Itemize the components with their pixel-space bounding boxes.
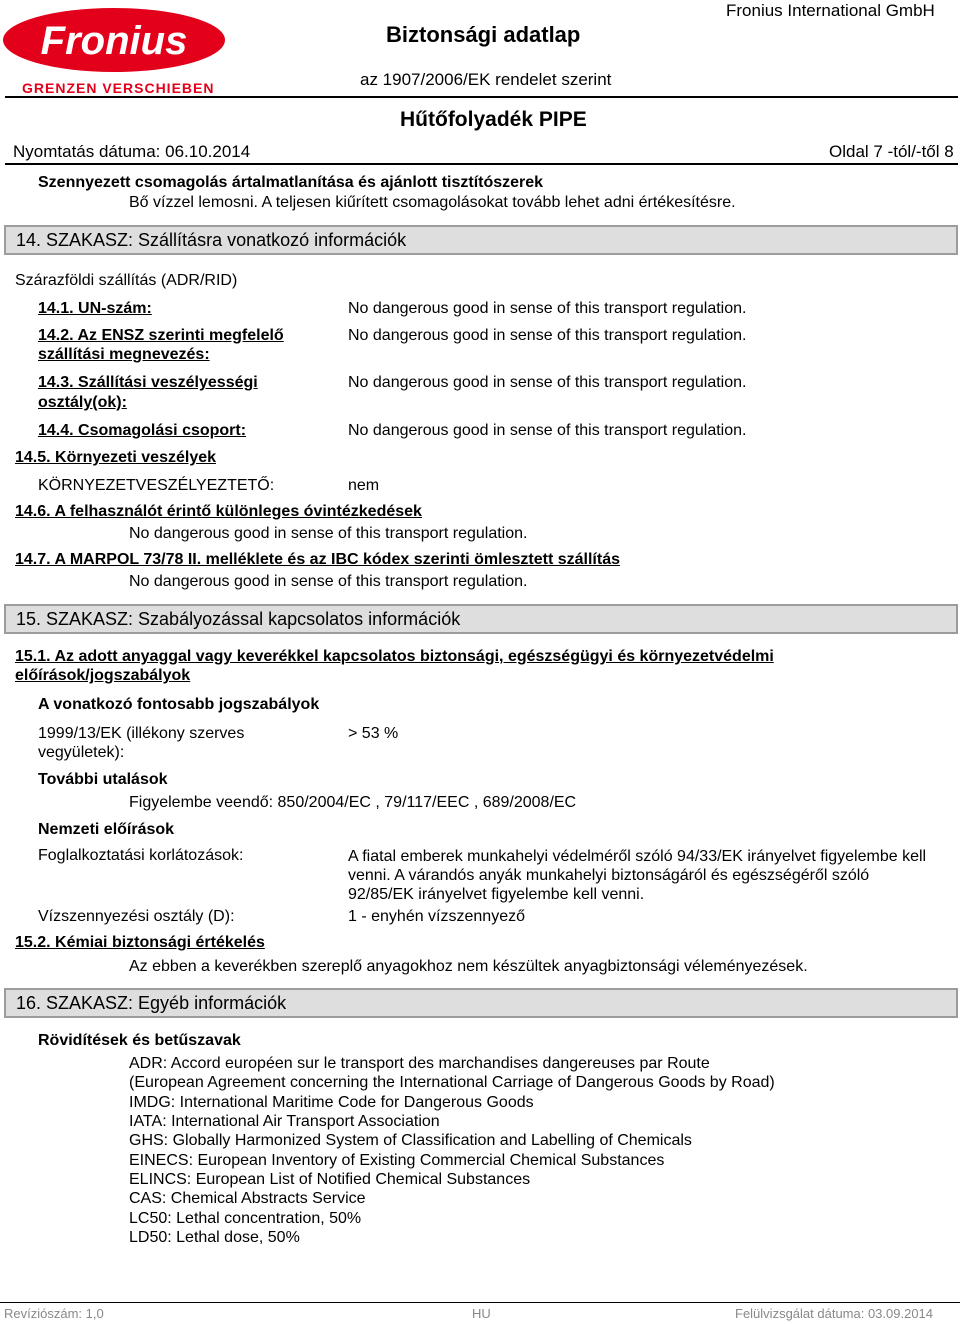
print-date: Nyomtatás dátuma: 06.10.2014: [13, 142, 251, 161]
abbreviation-item: CAS: Chemical Abstracts Service: [129, 1190, 366, 1207]
section-15-header: [4, 604, 958, 634]
document-title: Biztonsági adatlap: [386, 22, 581, 47]
env-hazard-value: nem: [348, 477, 380, 494]
env-hazard-label: KÖRNYEZETVESZÉLYEZTETŐ:: [38, 477, 275, 494]
company-name: Fronius International GmbH: [726, 1, 935, 20]
marpol-text: No dangerous good in sense of this transport regulation.: [129, 573, 528, 590]
regulation-subtitle: az 1907/2006/EK rendelet szerint: [360, 70, 612, 89]
relevant-regulations-heading: A vonatkozó fontosabb jogszabályok: [38, 696, 320, 713]
footer-divider: [0, 1302, 960, 1303]
abbreviation-item: ELINCS: European List of Notified Chemical Substances: [129, 1171, 531, 1188]
shipping-name-label-2: szállítási megnevezés:: [38, 346, 210, 363]
employment-restrictions-value: A fiatal emberek munkahelyi védelméről szóló 94/33/EK irányelvet figyelembe kell venni. A várandós anyák munkahelyi biztonságáról és egészségéről szóló 92/85/EK irányelvet figyelembe kell venni.: [348, 848, 927, 903]
section-16-title: 16. SZAKASZ: Egyéb információk: [16, 993, 287, 1013]
special-precautions-text: No dangerous good in sense of this transport regulation.: [129, 525, 528, 542]
fronius-logo: [2, 4, 227, 96]
hazard-class-label-1: 14.3. Szállítási veszélyességi: [38, 374, 258, 391]
abbreviation-item: GHS: Globally Harmonized System of Classification and Labelling of Chemicals: [129, 1132, 692, 1149]
section-14-title: 14. SZAKASZ: Szállításra vonatkozó információk: [16, 230, 407, 250]
packaging-text: Bő vízzel lemosni. A teljesen kiűrített csomagolásokat tovább lehet adni értékesítésre.: [129, 194, 736, 211]
land-transport-heading: Szárazföldi szállítás (ADR/RID): [15, 272, 238, 289]
special-precautions-heading: 14.6. A felhasználót érintő különleges óvintézkedések: [15, 503, 422, 520]
water-hazard-value: 1 - enyhén vízszennyező: [348, 908, 525, 925]
water-hazard-label: Vízszennyezési osztály (D):: [38, 908, 235, 925]
un-number-label: 14.1. UN-szám:: [38, 300, 152, 317]
abbreviation-item: LD50: Lethal dose, 50%: [129, 1229, 300, 1246]
review-date: Felülvizsgálat dátuma: 03.09.2014: [735, 1306, 934, 1321]
further-info-heading: További utalások: [38, 771, 168, 788]
shipping-name-value: No dangerous good in sense of this transport regulation.: [348, 327, 747, 344]
employment-restrictions-label: Foglalkoztatási korlátozások:: [38, 847, 244, 864]
chemical-safety-heading: 15.2. Kémiai biztonsági értékelés: [15, 934, 265, 951]
product-name: Hűtőfolyadék PIPE: [400, 108, 587, 131]
language-code: HU: [472, 1306, 491, 1321]
header-divider: [5, 96, 958, 98]
regulations-heading-1: 15.1. Az adott anyaggal vagy keverékkel kapcsolatos biztonsági, egészségügyi és környezetvédelmi: [15, 648, 774, 665]
abbreviation-item: IMDG: International Maritime Code for Dangerous Goods: [129, 1094, 534, 1111]
further-info-text: Figyelembe veendő: 850/2004/EC , 79/117/EEC , 689/2008/EC: [129, 794, 577, 811]
un-number-value: No dangerous good in sense of this transport regulation.: [348, 300, 747, 317]
env-hazards-heading: 14.5. Környezeti veszélyek: [15, 449, 217, 466]
abbreviation-item: EINECS: European Inventory of Existing Commercial Chemical Substances: [129, 1152, 665, 1169]
abbreviation-item: LC50: Lethal concentration, 50%: [129, 1210, 362, 1227]
voc-label-1: 1999/13/EK (illékony szerves: [38, 725, 245, 742]
hazard-class-value: No dangerous good in sense of this transport regulation.: [348, 374, 747, 391]
abbreviations-heading: Rövidítések és betűszavak: [38, 1032, 241, 1049]
shipping-name-label-1: 14.2. Az ENSZ szerinti megfelelő: [38, 327, 284, 344]
abbreviation-item: IATA: International Air Transport Association: [129, 1113, 440, 1130]
chemical-safety-text: Az ebben a keverékben szereplő anyagokhoz nem készültek anyagbiztonsági véleményezések.: [129, 958, 808, 975]
abbreviation-item: (European Agreement concerning the International Carriage of Dangerous Goods by Road): [129, 1074, 775, 1091]
section-14-header: [4, 225, 958, 255]
section-15-title: 15. SZAKASZ: Szabályozással kapcsolatos információk: [16, 609, 461, 629]
section-16-header: [4, 988, 958, 1018]
voc-label-2: vegyületek):: [38, 744, 125, 761]
packing-group-label: 14.4. Csomagolási csoport:: [38, 422, 247, 439]
page-number: Oldal 7 -tól/-től 8: [829, 142, 954, 161]
packing-group-value: No dangerous good in sense of this transport regulation.: [348, 422, 747, 439]
packaging-heading: Szennyezett csomagolás ártalmatlanítása és ajánlott tisztítószerek: [38, 174, 544, 191]
revision-number: Revíziószám: 1,0: [4, 1306, 104, 1321]
hazard-class-label-2: osztály(ok):: [38, 394, 127, 411]
abbreviation-item: ADR: Accord européen sur le transport des marchandises dangereuses par Route: [129, 1055, 710, 1072]
national-regulations-heading: Nemzeti előírások: [38, 821, 175, 838]
logo-wordmark: Fronius: [40, 19, 188, 63]
voc-value: > 53 %: [348, 725, 399, 742]
marpol-heading: 14.7. A MARPOL 73/78 II. melléklete és az IBC kódex szerinti ömlesztett szállítás: [15, 551, 620, 568]
logo-tagline: GRENZEN VERSCHIEBEN: [22, 80, 215, 96]
header-bottom-divider: [5, 163, 958, 165]
regulations-heading-2: előírások/jogszabályok: [15, 667, 191, 684]
